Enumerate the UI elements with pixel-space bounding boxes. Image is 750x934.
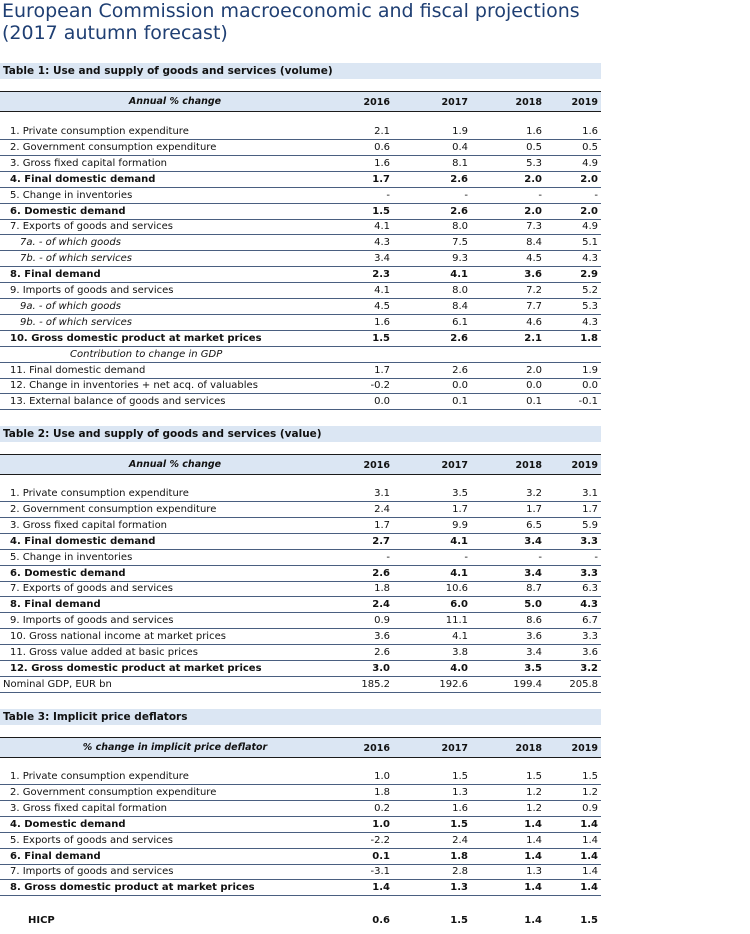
cell-value: 4.1 (374, 285, 390, 296)
table-row (0, 348, 601, 363)
cell-value: 1.4 (580, 850, 598, 862)
cell-value: 3.5 (452, 488, 468, 499)
table-row (0, 850, 601, 865)
cell-value: 11.1 (445, 615, 468, 627)
cell-value: 3.6 (526, 631, 542, 643)
cell-value: -0.1 (578, 396, 598, 408)
cell-value: 2.0 (524, 173, 542, 185)
row-label: 9a. - of which goods (20, 300, 121, 312)
cell-value: 1.5 (450, 915, 468, 926)
cell-value: 1.0 (372, 818, 390, 830)
cell-value: 1.5 (526, 771, 542, 782)
cell-value: 1.5 (452, 771, 468, 782)
row-label: 7. Exports of goods and services (10, 583, 174, 595)
table-row (0, 268, 601, 283)
table-row (0, 157, 601, 172)
table1-title: Table 1: Use and supply of goods and services (volume) (0, 63, 601, 79)
cell-value: -3.1 (370, 866, 390, 878)
cell-value: 1.8 (450, 850, 468, 862)
cell-value: 3.3 (580, 535, 598, 547)
cell-value: 5.9 (582, 519, 598, 531)
cell-value: 3.4 (374, 253, 390, 265)
cell-value: 9.3 (452, 253, 468, 265)
cell-value: 9.9 (452, 519, 468, 531)
cell-value: 1.2 (526, 786, 542, 798)
cell-value: 0.1 (372, 850, 390, 862)
cell-value: 7.7 (526, 300, 542, 312)
cell-value: -0.2 (370, 380, 390, 392)
cell-value: 4.5 (374, 300, 390, 312)
year-header: 2016 (363, 460, 390, 471)
table-row (0, 519, 601, 534)
cell-value: 4.3 (582, 316, 598, 328)
cell-value: 1.7 (372, 173, 390, 185)
year-header: 2019 (571, 460, 598, 471)
table-row (0, 614, 601, 629)
row-label: 6. Domestic demand (10, 205, 126, 217)
cell-value: 2.6 (452, 364, 468, 376)
cell-value: 10.6 (445, 583, 468, 595)
cell-value: 8.7 (526, 583, 542, 595)
row-label: 7a. - of which goods (20, 237, 121, 249)
cell-value: 0.6 (374, 141, 390, 153)
year-header: 2016 (363, 97, 390, 108)
cell-value: 1.5 (372, 205, 390, 217)
cell-value: 2.1 (524, 332, 542, 344)
year-header: 2018 (515, 743, 542, 754)
cell-value: 0.0 (452, 380, 468, 392)
cell-value: 1.3 (450, 882, 468, 894)
cell-value: 3.1 (582, 488, 598, 499)
cell-value: 5.2 (582, 285, 598, 296)
row-label: 8. Gross domestic product at market prices (10, 882, 255, 894)
table-row (0, 252, 601, 267)
cell-value: 2.0 (524, 205, 542, 217)
cell-value: 3.6 (524, 269, 542, 281)
cell-value: 4.9 (582, 221, 598, 233)
row-label: 6. Domestic demand (10, 567, 126, 579)
cell-value: - (464, 189, 468, 201)
cell-value: 1.4 (524, 882, 542, 894)
row-label: 1. Private consumption expenditure (10, 126, 189, 137)
cell-value: 2.3 (372, 269, 390, 281)
table-row (0, 141, 601, 156)
cell-value: 1.4 (524, 818, 542, 830)
row-label: 8. Final demand (10, 599, 101, 611)
cell-value: 0.5 (526, 141, 542, 153)
cell-value: 4.9 (582, 157, 598, 169)
cell-value: 3.4 (524, 535, 542, 547)
cell-value: 0.0 (374, 396, 390, 408)
cell-value: 185.2 (361, 678, 390, 690)
cell-value: 3.8 (452, 647, 468, 658)
cell-value: 4.0 (450, 662, 468, 674)
table-row (0, 567, 601, 582)
row-label: 7. Imports of goods and services (10, 866, 174, 878)
row-label: Nominal GDP, EUR bn (3, 678, 112, 690)
cell-value: 6.5 (526, 519, 542, 531)
cell-value: 2.0 (580, 173, 598, 185)
row-label: 1. Private consumption expenditure (10, 488, 189, 499)
cell-value: 1.2 (526, 802, 542, 814)
cell-value: 2.6 (372, 567, 390, 579)
row-label: 10. Gross domestic product at market prices (10, 332, 262, 344)
cell-value: 1.3 (452, 786, 468, 798)
table-row (0, 646, 601, 661)
cell-value: 3.5 (524, 662, 542, 674)
table-row (0, 818, 601, 833)
year-header: 2016 (363, 743, 390, 754)
row-label: 4. Final domestic demand (10, 173, 156, 185)
row-label: 6. Final demand (10, 850, 101, 862)
table-row (0, 834, 601, 849)
table-row (0, 125, 601, 140)
cell-value: 4.6 (526, 316, 542, 328)
cell-value: 3.2 (526, 488, 542, 499)
row-label: 9. Imports of goods and services (10, 285, 174, 296)
cell-value: 1.4 (372, 882, 390, 894)
row-label: HICP (28, 915, 55, 926)
row-label: 5. Change in inventories (10, 189, 133, 201)
cell-value: 1.4 (526, 834, 542, 846)
table-row (0, 379, 601, 394)
table-row (0, 316, 601, 331)
cell-value: 4.3 (582, 253, 598, 265)
table-row (0, 395, 601, 410)
table1-header-label: Annual % change (128, 96, 222, 107)
cell-value: 7.5 (452, 237, 468, 249)
row-label: 3. Gross fixed capital formation (10, 157, 168, 169)
row-label: 2. Government consumption expenditure (10, 786, 217, 798)
cell-value: 1.4 (524, 850, 542, 862)
cell-value: 192.6 (439, 678, 468, 690)
cell-value: 4.1 (450, 269, 468, 281)
cell-value: - (386, 551, 390, 563)
year-header: 2017 (441, 97, 468, 108)
cell-value: - (386, 189, 390, 201)
table-row (0, 332, 601, 347)
cell-value: 2.6 (450, 332, 468, 344)
cell-value: 2.0 (580, 205, 598, 217)
hicp-row (0, 914, 601, 929)
cell-value: 3.6 (582, 647, 598, 658)
cell-value: 2.6 (450, 173, 468, 185)
table-row (0, 173, 601, 188)
table2-header-label: Annual % change (128, 459, 222, 470)
row-label: 2. Government consumption expenditure (10, 503, 217, 515)
row-label: 11. Gross value added at basic prices (10, 647, 198, 658)
year-header: 2018 (515, 97, 542, 108)
table-row (0, 551, 601, 566)
cell-value: 1.7 (374, 519, 390, 531)
cell-value: 1.5 (450, 818, 468, 830)
row-label: 12. Change in inventories + net acq. of valuables (10, 380, 258, 392)
table-row (0, 630, 601, 645)
cell-value: 1.8 (580, 332, 598, 344)
cell-value: 2.9 (580, 269, 598, 281)
cell-value: 8.4 (526, 237, 542, 249)
row-label: 8. Final demand (10, 269, 101, 281)
table-row (0, 300, 601, 315)
table-row (0, 503, 601, 518)
cell-value: 0.1 (452, 396, 468, 408)
row-label: 3. Gross fixed capital formation (10, 802, 168, 814)
cell-value: 1.4 (580, 818, 598, 830)
table2-header (0, 454, 601, 475)
table-row (0, 598, 601, 613)
cell-value: 1.6 (374, 316, 390, 328)
table-row (0, 487, 601, 502)
cell-value: 4.1 (374, 221, 390, 233)
cell-value: 0.9 (374, 615, 390, 627)
cell-value: - (538, 551, 542, 563)
cell-value: 1.4 (524, 915, 542, 926)
cell-value: 1.7 (452, 503, 468, 515)
cell-value: 8.4 (452, 300, 468, 312)
cell-value: 3.3 (582, 631, 598, 643)
table-row (0, 770, 601, 785)
cell-value: - (594, 551, 598, 563)
cell-value: 2.6 (450, 205, 468, 217)
table-row (0, 802, 601, 817)
cell-value: 6.7 (582, 615, 598, 627)
row-label: 3. Gross fixed capital formation (10, 519, 168, 531)
cell-value: 3.4 (526, 647, 542, 658)
table-row (0, 236, 601, 251)
cell-value: 205.8 (569, 678, 598, 690)
row-label: 13. External balance of goods and services (10, 396, 226, 408)
cell-value: 4.3 (580, 599, 598, 611)
cell-value: 8.1 (452, 157, 468, 169)
cell-value: 7.3 (526, 221, 542, 233)
cell-value: 1.7 (582, 503, 598, 515)
cell-value: - (538, 189, 542, 201)
cell-value: 2.4 (372, 599, 390, 611)
year-header: 2019 (571, 743, 598, 754)
table-row (0, 205, 601, 220)
cell-value: 2.4 (374, 503, 390, 515)
cell-value: 1.9 (452, 126, 468, 137)
cell-value: 3.3 (580, 567, 598, 579)
cell-value: 3.4 (524, 567, 542, 579)
cell-value: 4.5 (526, 253, 542, 265)
cell-value: 3.6 (374, 631, 390, 643)
cell-value: 1.8 (374, 583, 390, 595)
cell-value: 0.9 (582, 802, 598, 814)
table-row (0, 678, 601, 693)
cell-value: 199.4 (513, 678, 542, 690)
cell-value: 1.5 (582, 771, 598, 782)
cell-value: 4.1 (452, 631, 468, 643)
cell-value: 0.2 (374, 802, 390, 814)
row-label: 11. Final domestic demand (10, 364, 146, 376)
cell-value: -2.2 (370, 834, 390, 846)
cell-value: 1.6 (374, 157, 390, 169)
cell-value: 1.3 (526, 866, 542, 878)
cell-value: 8.6 (526, 615, 542, 627)
cell-value: 7.2 (526, 285, 542, 296)
cell-value: 1.6 (452, 802, 468, 814)
cell-value: 5.3 (582, 300, 598, 312)
table-row (0, 786, 601, 801)
row-label: 2. Government consumption expenditure (10, 141, 217, 153)
cell-value: - (464, 551, 468, 563)
cell-value: 0.0 (582, 380, 598, 392)
table3-header (0, 737, 601, 758)
cell-value: 1.4 (582, 866, 598, 878)
cell-value: 5.0 (524, 599, 542, 611)
cell-value: 1.4 (580, 882, 598, 894)
row-label: 5. Exports of goods and services (10, 834, 174, 846)
cell-value: 1.2 (582, 786, 598, 798)
cell-value: 1.7 (526, 503, 542, 515)
row-label: 10. Gross national income at market prices (10, 631, 226, 643)
row-label: 9b. - of which services (20, 316, 133, 328)
year-header: 2019 (571, 97, 598, 108)
cell-value: 4.1 (450, 535, 468, 547)
year-header: 2017 (441, 743, 468, 754)
table3-title: Table 3: Implicit price deflators (0, 709, 601, 725)
cell-value: 0.1 (526, 396, 542, 408)
cell-value: 0.0 (526, 380, 542, 392)
cell-value: 0.5 (582, 141, 598, 153)
cell-value: 3.2 (580, 662, 598, 674)
table-row (0, 220, 601, 235)
year-header: 2018 (515, 460, 542, 471)
row-label: 1. Private consumption expenditure (10, 771, 189, 782)
table-row (0, 865, 601, 880)
cell-value: - (594, 189, 598, 201)
cell-value: 4.3 (374, 237, 390, 249)
table-row (0, 662, 601, 677)
table-row (0, 284, 601, 299)
row-label: 9. Imports of goods and services (10, 615, 174, 627)
cell-value: 6.0 (450, 599, 468, 611)
row-label: 12. Gross domestic product at market prices (10, 662, 262, 674)
table-row (0, 535, 601, 550)
cell-value: 5.3 (526, 157, 542, 169)
table-row (0, 582, 601, 597)
cell-value: 1.8 (374, 786, 390, 798)
cell-value: 6.3 (582, 583, 598, 595)
cell-value: 3.0 (372, 662, 390, 674)
cell-value: 1.6 (582, 126, 598, 137)
cell-value: 8.0 (452, 285, 468, 296)
cell-value: 1.6 (526, 126, 542, 137)
cell-value: 1.0 (374, 771, 390, 782)
cell-value: 0.4 (452, 141, 468, 153)
table-row (0, 881, 601, 896)
cell-value: 3.1 (374, 488, 390, 499)
row-label: 4. Final domestic demand (10, 535, 156, 547)
table-row (0, 364, 601, 379)
cell-value: 0.6 (372, 915, 390, 926)
cell-value: 2.1 (374, 126, 390, 137)
table-row (0, 189, 601, 204)
table1-header (0, 91, 601, 112)
cell-value: 1.9 (582, 364, 598, 376)
cell-value: 2.4 (452, 834, 468, 846)
cell-value: 2.0 (526, 364, 542, 376)
cell-value: 8.0 (452, 221, 468, 233)
row-label: 5. Change in inventories (10, 551, 133, 563)
table2-title: Table 2: Use and supply of goods and services (value) (0, 426, 601, 442)
cell-value: 1.5 (372, 332, 390, 344)
cell-value: 2.6 (374, 647, 390, 658)
cell-value: 4.1 (450, 567, 468, 579)
row-label: 7. Exports of goods and services (10, 221, 174, 233)
cell-value: 5.1 (582, 237, 598, 249)
cell-value: 1.4 (582, 834, 598, 846)
row-label: 7b. - of which services (20, 253, 133, 265)
table3-header-label: % change in implicit price deflator (82, 742, 268, 753)
cell-value: 1.7 (374, 364, 390, 376)
document-title: European Commission macroeconomic and fiscal projections (2017 autumn forecast) (2, 0, 580, 44)
row-label: Contribution to change in GDP (70, 348, 223, 360)
cell-value: 6.1 (452, 316, 468, 328)
cell-value: 1.5 (580, 915, 598, 926)
cell-value: 2.7 (372, 535, 390, 547)
cell-value: 2.8 (452, 866, 468, 878)
year-header: 2017 (441, 460, 468, 471)
row-label: 4. Domestic demand (10, 818, 126, 830)
